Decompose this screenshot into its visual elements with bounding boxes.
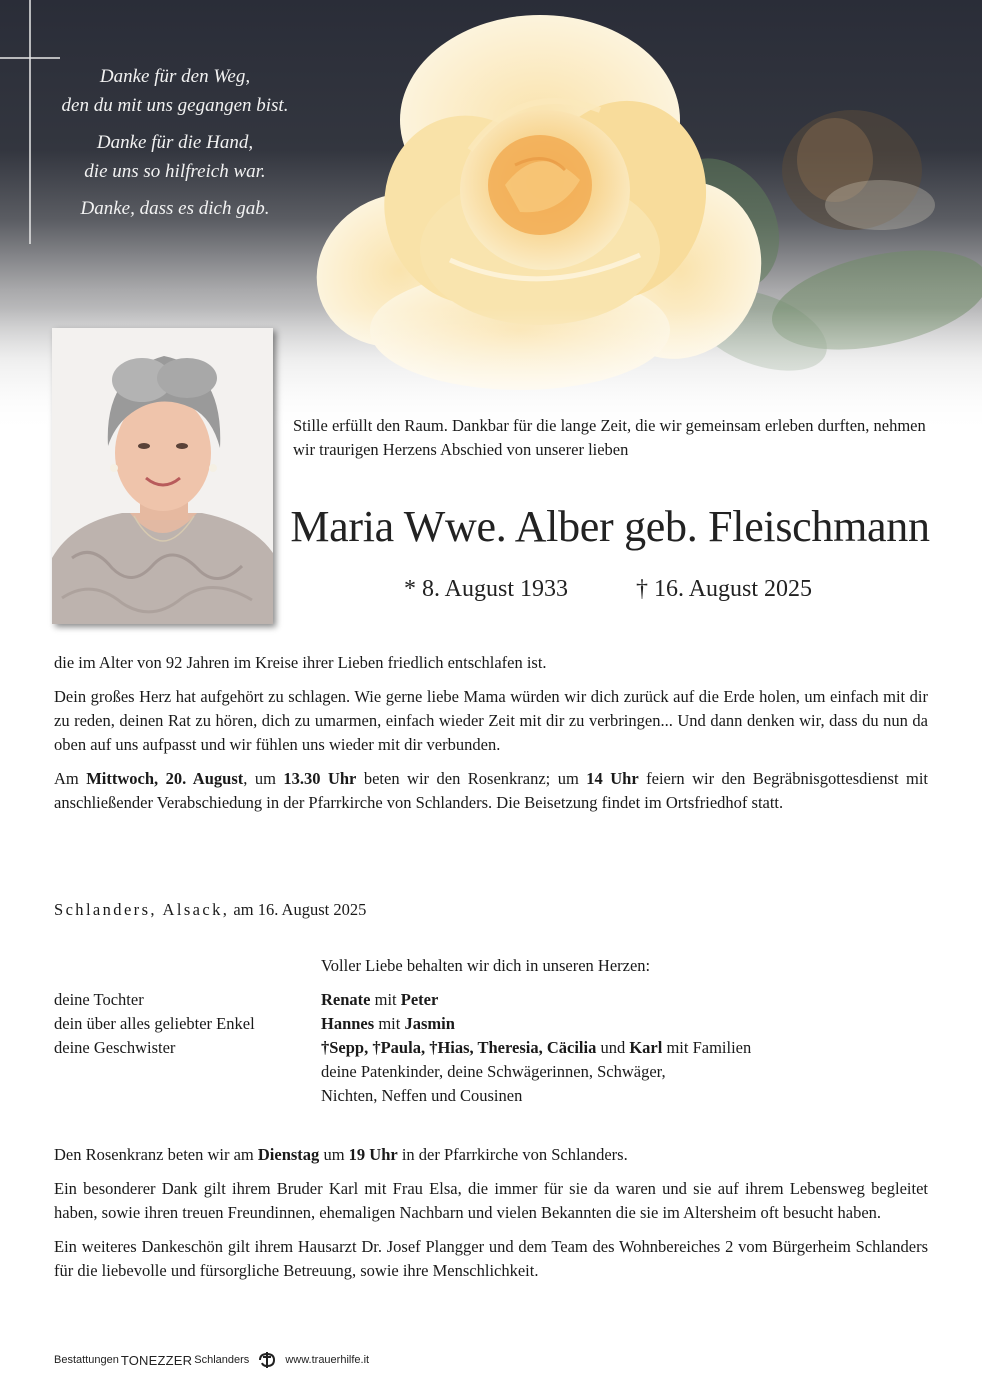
footer-website-link[interactable]: www.trauerhilfe.it: [285, 1354, 370, 1366]
life-dates: [404, 576, 812, 603]
love-line: Voller Liebe behalten wir dich in unseren Herzen:: [321, 956, 651, 975]
paragraph: Ein weiteres Dankeschön gilt ihrem Hausarzt Dr. Josef Plangger und dem Team des Wohnbereiches 2 vom Bürgerheim Schlanders für die liebevolle und fürsorgliche Betreuung, sowie ihre Menschlichkeit.: [54, 1237, 928, 1280]
bold-span: †Sepp, †Paula, †Hias, Theresia, Cäcilia: [321, 1038, 597, 1057]
footer-prefix: Bestattungen: [54, 1354, 119, 1366]
text-span: um: [319, 1145, 349, 1164]
portrait-illustration: [52, 328, 273, 624]
names: Nichten, Neffen und Cousinen: [321, 1086, 523, 1105]
birth-date: * 8. August 1933: [404, 576, 569, 602]
rosary-note: [54, 1143, 928, 1167]
text-span: und: [596, 1038, 630, 1057]
paragraph: die im Alter von 92 Jahren im Kreise ihrer Lieben friedlich entschlafen ist.: [54, 653, 547, 672]
trauerhilfe-logo-icon: [257, 1352, 279, 1368]
mourner-row: [54, 1060, 928, 1084]
date: am 16. August 2025: [233, 900, 367, 919]
place: Schlanders, Alsack,: [54, 900, 230, 919]
names: deine Patenkinder, deine Schwägerinnen, Schwäger,: [321, 1062, 666, 1081]
poem-line: Danke für die Hand,: [96, 132, 254, 153]
poem-line: die uns so hilfreich war.: [84, 161, 266, 182]
bold-span: 19 Uhr: [348, 1145, 398, 1164]
bold-span: Peter: [400, 990, 439, 1009]
paragraph: Ein besonderer Dank gilt ihrem Bruder Karl mit Frau Elsa, die immer für sie da waren und sie auf ihrem Lebensweg begleitet haben, sowie ihren treuen Freundinnen, ehemaligen Nachbarn und vielen Bekannten die sie im Altersheim oft besucht haben.: [54, 1179, 928, 1222]
names: [321, 1036, 928, 1060]
poem-line: Danke für den Weg,: [99, 66, 251, 87]
relation-empty: [54, 1060, 321, 1084]
relation-empty: [54, 1084, 321, 1108]
poem-stanza-2: [40, 128, 310, 186]
names: [321, 1012, 928, 1036]
text-span: mit Familien: [662, 1038, 752, 1057]
poem-line: den du mit uns gegangen bist.: [61, 95, 289, 116]
bold-span: Renate: [321, 990, 371, 1009]
text-span: beten wir den Rosenkranz; um: [356, 769, 587, 788]
bold-span: Karl: [629, 1038, 663, 1057]
bold-span: 14 Uhr: [586, 769, 639, 788]
mourner-row: [54, 988, 928, 1012]
text-span: , um: [243, 769, 284, 788]
bold-span: Dienstag: [257, 1145, 320, 1164]
closing-text: [54, 1143, 928, 1293]
bold-span: Jasmin: [404, 1014, 455, 1033]
bold-span: 13.30 Uhr: [283, 769, 357, 788]
relation: dein über alles geliebter Enkel: [54, 1014, 255, 1033]
funeral-announcement: [54, 767, 928, 815]
poem-stanza-3: [40, 194, 310, 223]
relation: deine Geschwister: [54, 1038, 176, 1057]
main-text: [54, 651, 928, 825]
mourner-row: [54, 1012, 928, 1036]
paragraph: Dein großes Herz hat aufgehört zu schlagen. Wie gerne liebe Mama würden wir dich zurück auf die Erde holen, um einfach mit dir zu reden, deinen Rat zu hören, dich zu umarmen, einfach wieder Zeit mit dir zu verbringen... Und dann denken wir, dass du nun da oben auf uns aufpasst und wir fühlen uns wieder mit dir verbunden.: [54, 687, 928, 754]
mourners-list: [54, 988, 928, 1108]
poem-stanza-1: [40, 62, 310, 120]
intro-text: Stille erfüllt den Raum. Dankbar für die lange Zeit, die wir gemeinsam erleben durften, nehmen wir traurigen Herzens Abschied von unserer lieben: [293, 416, 926, 459]
text-span: Den Rosenkranz beten wir am: [54, 1145, 258, 1164]
poem: [40, 62, 310, 231]
text-span: Am: [54, 769, 87, 788]
poem-line: Danke, dass es dich gab.: [80, 198, 270, 219]
text-span: mit: [374, 1014, 405, 1033]
mourner-row: [54, 1084, 928, 1108]
footer-suffix: Schlanders: [194, 1354, 250, 1366]
text-span: mit: [370, 990, 401, 1009]
names: [321, 988, 928, 1012]
relation: deine Tochter: [54, 990, 144, 1009]
cross-icon: [0, 0, 60, 244]
footer-brand: TONEZZER: [120, 1352, 193, 1368]
text-span: in der Pfarrkirche von Schlanders.: [397, 1145, 628, 1164]
bold-span: Mittwoch, 20. August: [86, 769, 244, 788]
place-and-date: [54, 900, 366, 920]
bold-span: Hannes: [321, 1014, 375, 1033]
footer: [54, 1352, 369, 1368]
death-date: † 16. August 2025: [636, 576, 813, 602]
portrait-photo: [52, 328, 273, 624]
text-span: feiern wir den Begräbnisgottesdienst mit anschließender Verabschiedung in der Pfarrkirche von Schlanders. Die Beisetzung findet im Ortsfriedhof statt.: [54, 769, 929, 812]
deceased-name: Maria Wwe. Alber geb. Fleischmann: [290, 502, 930, 551]
mourner-row: [54, 1036, 928, 1060]
